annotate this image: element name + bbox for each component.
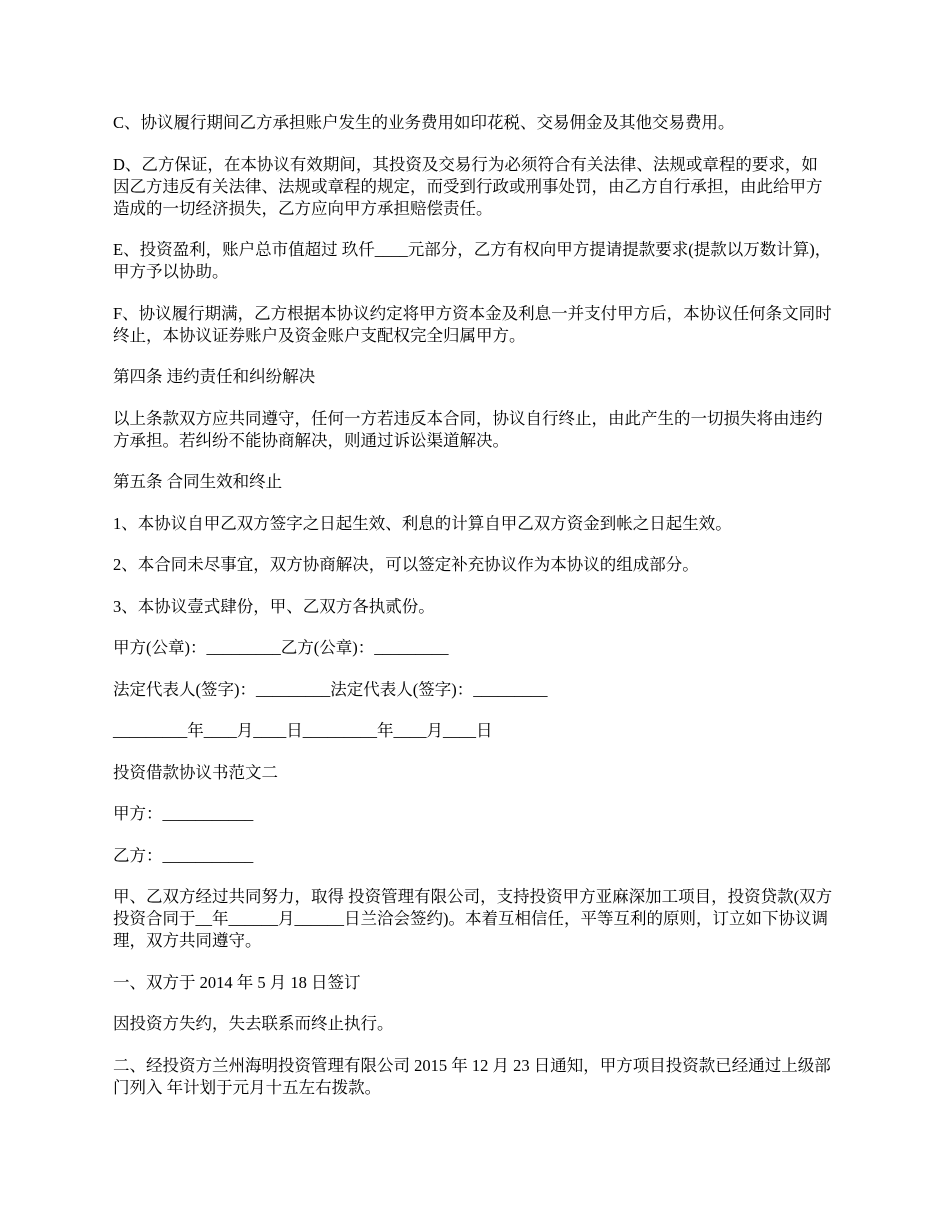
article-one: 一、双方于 2014 年 5 月 18 日签订 bbox=[113, 972, 361, 992]
clause-f: F、协议履行期满，乙方根据本协议约定将甲方资本金及利息一并支付甲方后，本协议任何条文同时终止，本协议证券账户及资金账户支配权完全归属甲方。 bbox=[113, 303, 832, 345]
party-a-line: 甲方：___________ bbox=[113, 804, 254, 823]
clause-c: C、协议履行期间乙方承担账户发生的业务费用如印花税、交易佣金及其他交易费用。 bbox=[113, 113, 735, 132]
party-b-line: 乙方：___________ bbox=[113, 845, 254, 865]
sample-two-title: 投资借款协议书范文二 bbox=[113, 762, 278, 782]
preamble: 甲、乙双方经过共同努力，取得 投资管理有限公司，支持投资甲方亚麻深加工项目，投资贷款(双方投资合同于__年______月______日兰洽会签约)。本着互相信任，平等互利的原则，订立如下协议调理，双方共同遵守。 bbox=[113, 887, 833, 950]
document-page bbox=[113, 112, 833, 1118]
article-one-detail: 因投资方失约，失去联系而终止执行。 bbox=[113, 1014, 394, 1033]
clause-e: E、投资盈利，账户总市值超过 玖仟____元部分，乙方有权向甲方提请提款要求(提款以万数计算)，甲方予以协助。 bbox=[113, 240, 832, 281]
item-3: 3、本协议壹式肆份，甲、乙双方各执贰份。 bbox=[113, 596, 435, 616]
section-heading-4: 第四条 违约责任和纠纷解决 bbox=[113, 367, 316, 386]
signature-line: 法定代表人(签字)：_________法定代表人(签字)：_________ bbox=[113, 679, 548, 699]
section-heading-5: 第五条 合同生效和终止 bbox=[113, 472, 283, 491]
item-2: 2、本合同未尽事宜，双方协商解决，可以签定补充协议作为本协议的组成部分。 bbox=[113, 555, 699, 574]
clause-d: D、乙方保证，在本协议有效期间，其投资及交易行为必须符合有关法律、法规或章程的要求，如因乙方违反有关法律、法规或章程的规定，而受到行政或刑事处罚，由乙方自行承担，由此给甲方造成的一切经济损失，乙方应向甲方承担赔偿责任。 bbox=[113, 154, 823, 218]
date-line: _________年____月____日_________年____月____日 bbox=[113, 721, 493, 740]
item-1: 1、本协议自甲乙双方签字之日起生效、利息的计算自甲乙双方资金到帐之日起生效。 bbox=[113, 513, 732, 533]
seal-line: 甲方(公章)：_________乙方(公章)：_________ bbox=[113, 638, 449, 657]
section-4-body: 以上条款双方应共同遵守，任何一方若违反本合同，协议自行终止，由此产生的一切损失将由违约方承担。若纠纷不能协商解决，则通过诉讼渠道解决。 bbox=[113, 408, 823, 450]
article-two: 二、经投资方兰州海明投资管理有限公司 2015 年 12 月 23 日通知，甲方项目投资款已经通过上级部门列入 年计划于元月十五左右拨款。 bbox=[113, 1055, 831, 1097]
